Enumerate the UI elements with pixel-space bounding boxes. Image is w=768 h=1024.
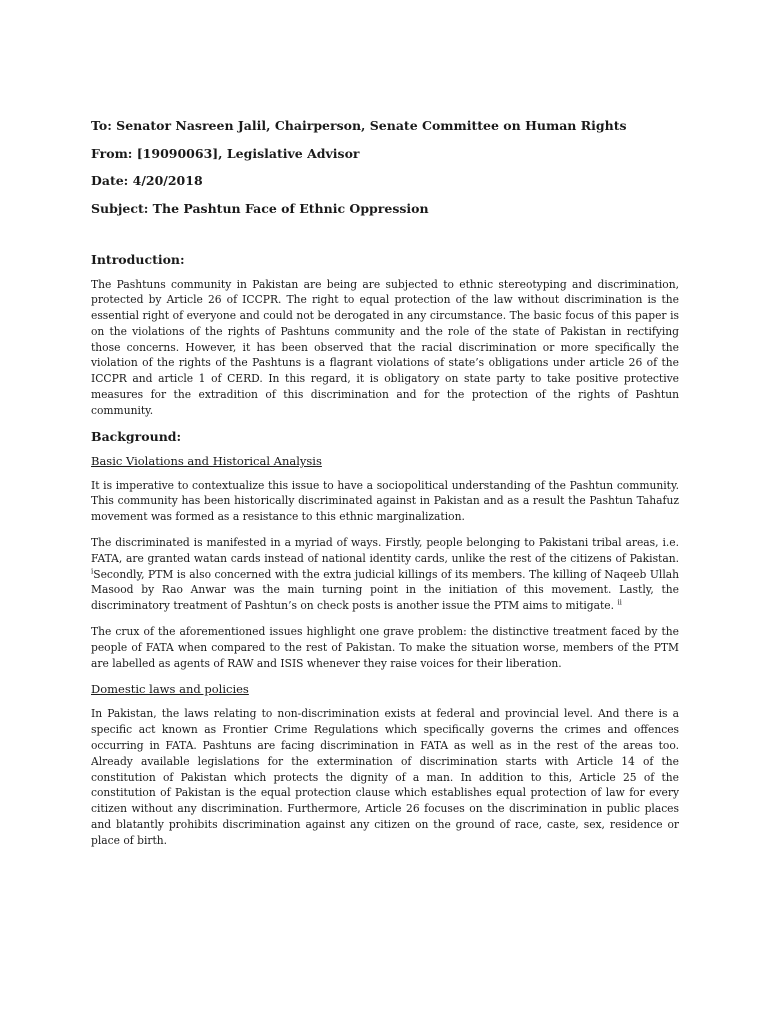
paragraph-2-part-a: The discriminated is manifested in a myriad of ways. Firstly, people belonging to Pakistani tribal areas, i.e. FATA, are granted watan cards instead of national identity cards, unlike the rest of the citizens of Pakistan. [91, 536, 679, 565]
introduction-paragraph: The Pashtuns community in Pakistan are being are subjected to ethnic stereotyping and discrimination, protected by Article 26 of ICCPR. The right to equal protection of the law without discrimination is the essential right of everyone and could not be derogated in any circumstance. The basic focus of this paper is on the violations of the rights of Pashtuns community and the role of the state of Pakistan in rectifying those concerns. However, it has been observed that the racial discrimination or more specifically the violation of the rights of the Pashtuns is a flagrant violations of state’s obligations under article 26 of the ICCPR and article 1 of CERD. In this regard, it is obligatory on state party to take positive protective measures for the extradition of this discrimination and for the protection of the rights of Pashtun community. [91, 277, 679, 417]
subheading-basic-violations: Basic Violations and Historical Analysis [91, 453, 322, 468]
paragraph-2-part-b: Secondly, PTM is also concerned with the extra judicial killings of its members. The killing of Naqeeb Ullah Masood by Rao Anwar was the main turning point in the initiation of this movement. Lastly, the discriminatory treatment of Pashtun’s on check posts is another issue the PTM aims to mitigate. [91, 567, 679, 613]
background-paragraph-1: It is imperative to contextualize this issue to have a sociopolitical understanding of the Pashtun community. This community has been historically discriminated against in Pakistan and as a result the Pashtun Tahafuz movement was formed as a resistance to this ethnic marginalization. [91, 478, 679, 524]
background-paragraph-3: The crux of the aforementioned issues highlight one grave problem: the distinctive treatment faced by the people of FATA when compared to the rest of Pakistan. To make the situation worse, members of the PTM are labelled as agents of RAW and ISIS whenever they raise voices for their liberation. [91, 625, 679, 670]
footnote-marker-1[interactable]: i [91, 567, 94, 576]
memo-subject: Subject: The Pashtun Face of Ethnic Oppression [91, 200, 429, 216]
memo-from: From: [19090063], Legislative Advisor [91, 145, 360, 161]
memo-page [91, 118, 679, 864]
subheading-domestic-laws: Domestic laws and policies [91, 682, 249, 697]
footnote-marker-2[interactable]: ii [617, 598, 622, 607]
memo-date: Date: 4/20/2018 [91, 173, 203, 188]
background-paragraph-2 [91, 535, 679, 614]
background-heading: Background: [91, 428, 182, 444]
memo-to: To: Senator Nasreen Jalil, Chairperson, Senate Committee on Human Rights [91, 118, 627, 133]
introduction-heading: Introduction: [91, 251, 185, 267]
domestic-laws-paragraph: In Pakistan, the laws relating to non-discrimination exists at federal and provincial level. And there is a specific act known as Frontier Crime Regulations which specifically governs the crimes and offences occurring in FATA. Pashtuns are facing discrimination in FATA as well as in the rest of the areas too. Already available legislations for the extermination of discrimination starts with Article 14 of the constitution of Pakistan which protects the dignity of a man. In addition to this, Article 25 of the constitution of Pakistan is the equal protection clause which establishes equal protection of law for every citizen without any discrimination. Furthermore, Article 26 focuses on the discrimination in public places and blatantly prohibits discrimination against any citizen on the ground of race, caste, sex, residence or place of birth. [91, 707, 679, 847]
